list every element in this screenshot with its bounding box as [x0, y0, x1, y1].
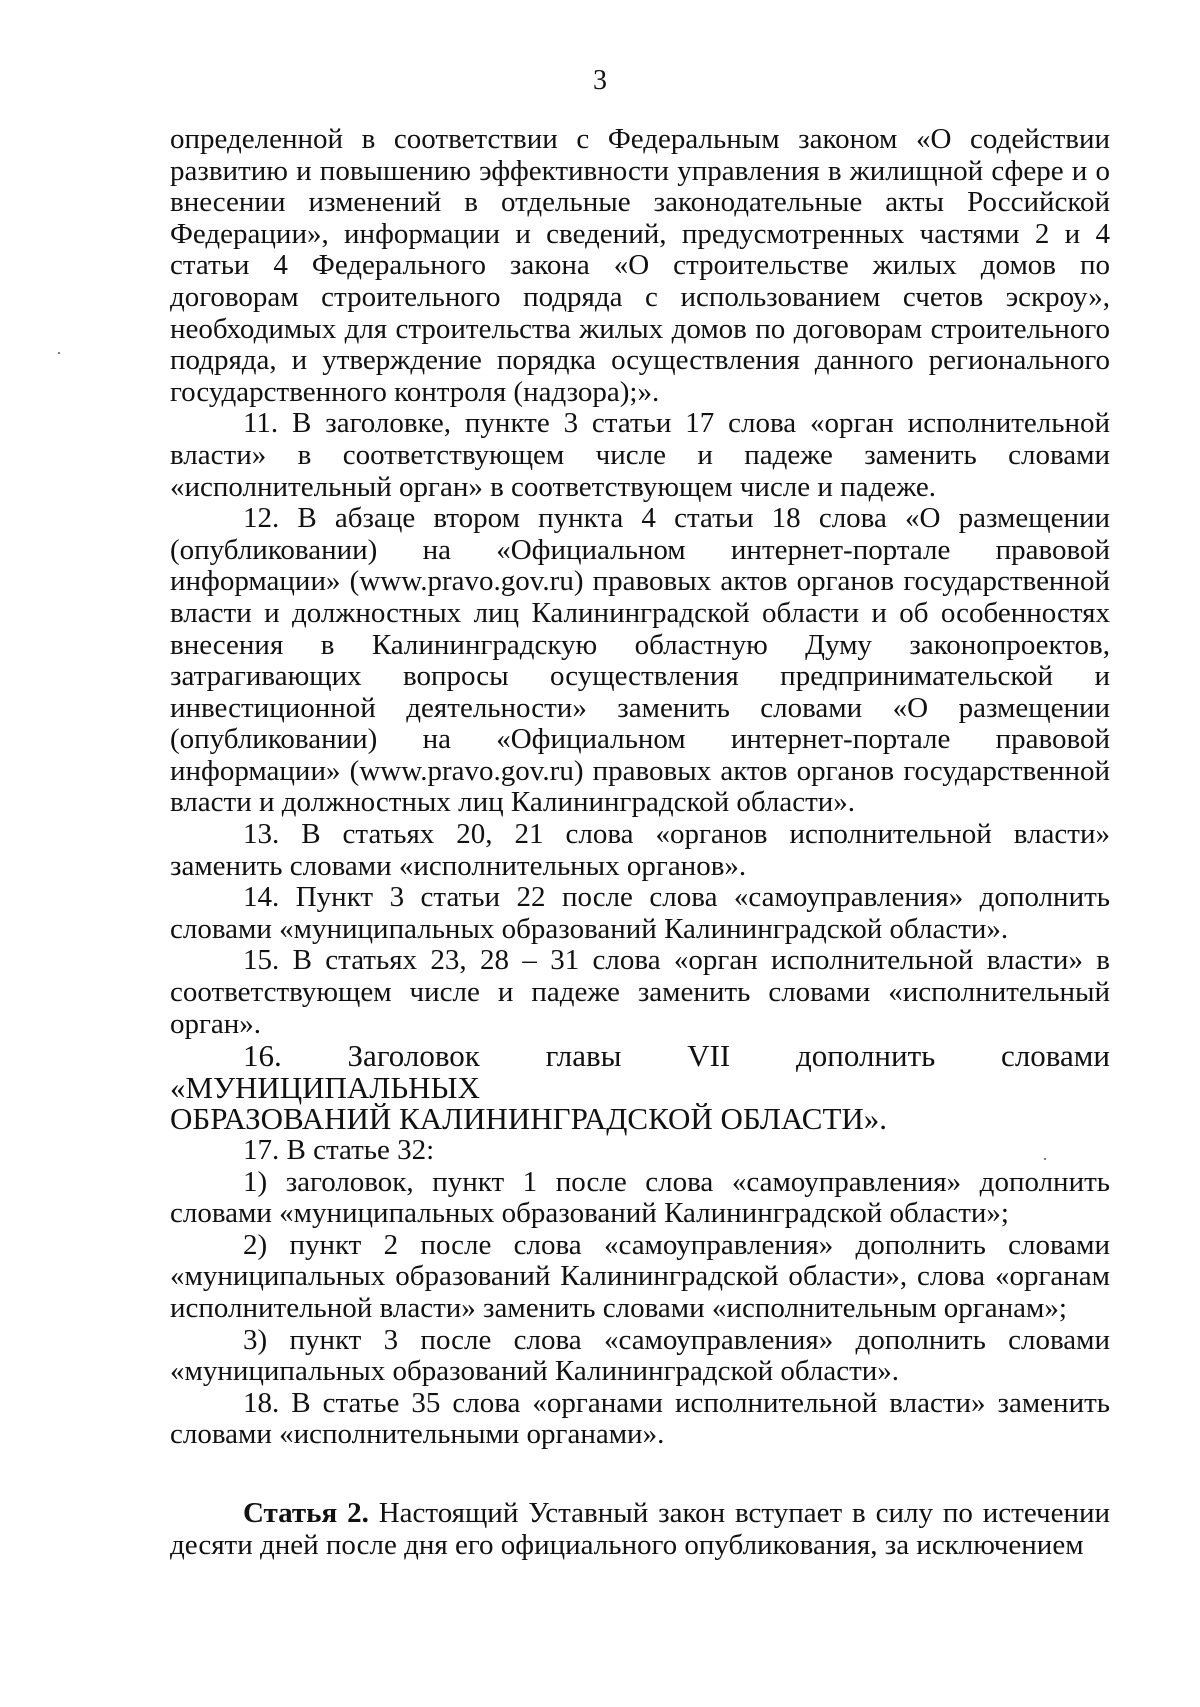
article-2-label: Статья 2. — [243, 1496, 369, 1529]
paragraph-item-13: 13. В статьях 20, 21 слова «органов исполнительной власти» заменить словами «исполнительных органов». — [170, 818, 1110, 882]
scan-speck — [58, 352, 60, 354]
paragraph-item-17-sub-3: 3) пункт 3 после слова «самоуправления» дополнить словами «муниципальных образований Калининградской области». — [170, 1323, 1110, 1388]
paragraph-item-17-sub-2: 2) пункт 2 после слова «самоуправления» дополнить словами «муниципальных образований Калининградской области», слова «органам исполнительной власти» заменить словами «исполнительным органам»; — [170, 1228, 1110, 1324]
document-body — [170, 124, 1110, 1561]
scan-speck — [1044, 1158, 1046, 1160]
paragraph-item-15: 15. В статьях 23, 28 – 31 слова «орган исполнительной власти» в соответствующем числе и падеже заменить словами «исполнительный орган». — [170, 944, 1110, 1040]
paragraph-item-18: 18. В статье 35 слова «органами исполнительной власти» заменить словами «исполнительными органами». — [170, 1386, 1110, 1451]
page-number: 3 — [593, 65, 607, 96]
paragraph-continuation: определенной в соответствии с Федеральным законом «О содействии развитию и повышению эффективности управления в жилищной сфере и о внесении изменений в отдельные законодательные акты Российской Федерации», информации и сведений, предусмотренных частями 2 и 4 статьи 4 Федерального закона «О строительстве жилых домов по договорам строительного подряда с использованием счетов эскроу», необходимых для строительства жилых домов по договорам строительного подряда, и утверждение порядка осуществления данного регионального государственного контроля (надзора);». — [170, 123, 1110, 408]
paragraph-item-16-line-2: ОБРАЗОВАНИЙ КАЛИНИНГРАДСКОЙ ОБЛАСТИ». — [170, 1101, 888, 1137]
paragraph-item-17-sub-1: 1) заголовок, пункт 1 после слова «самоуправления» дополнить словами «муниципальных образований Калининградской области»; — [170, 1165, 1110, 1230]
paragraph-item-17: 17. В статье 32: — [243, 1134, 435, 1166]
paragraph-item-14: 14. Пункт 3 статьи 22 после слова «самоуправления» дополнить словами «муниципальных образований Калининградской области». — [170, 881, 1110, 945]
paragraph-item-12: 12. В абзаце втором пункта 4 статьи 18 слова «О размещении (опубликовании) на «Официальном интернет-портале правовой информации» (www.pravo.gov.ru) правовых актов органов государственной власти и должностных лиц Калининградской области и об особенностях внесения в Калининградскую областную Думу законопроектов, затрагивающих вопросы осуществления предпринимательской и инвестиционной деятельности» заменить словами «О размещении (опубликовании) на «Официальном интернет-портале правовой информации» (www.pravo.gov.ru) правовых актов органов государственной власти и должностных лиц Калининградской области». — [170, 502, 1110, 819]
paragraph-item-11: 11. В заголовке, пункте 3 статьи 17 слова «орган исполнительной власти» в соответствующем числе и падеже заменить словами «исполнительный орган» в соответствующем числе и падеже. — [170, 407, 1110, 503]
article-2-text: Настоящий Уставный закон вступает в силу по истечении десяти дней после дня его официального опубликования, за исключением — [170, 1496, 1110, 1561]
paragraph-item-16-line-1: 16. Заголовок главы VII дополнить словами «МУНИЦИПАЛЬНЫХ — [170, 1038, 1110, 1105]
article-2-paragraph — [170, 1498, 1110, 1561]
section-gap — [170, 1451, 1110, 1498]
